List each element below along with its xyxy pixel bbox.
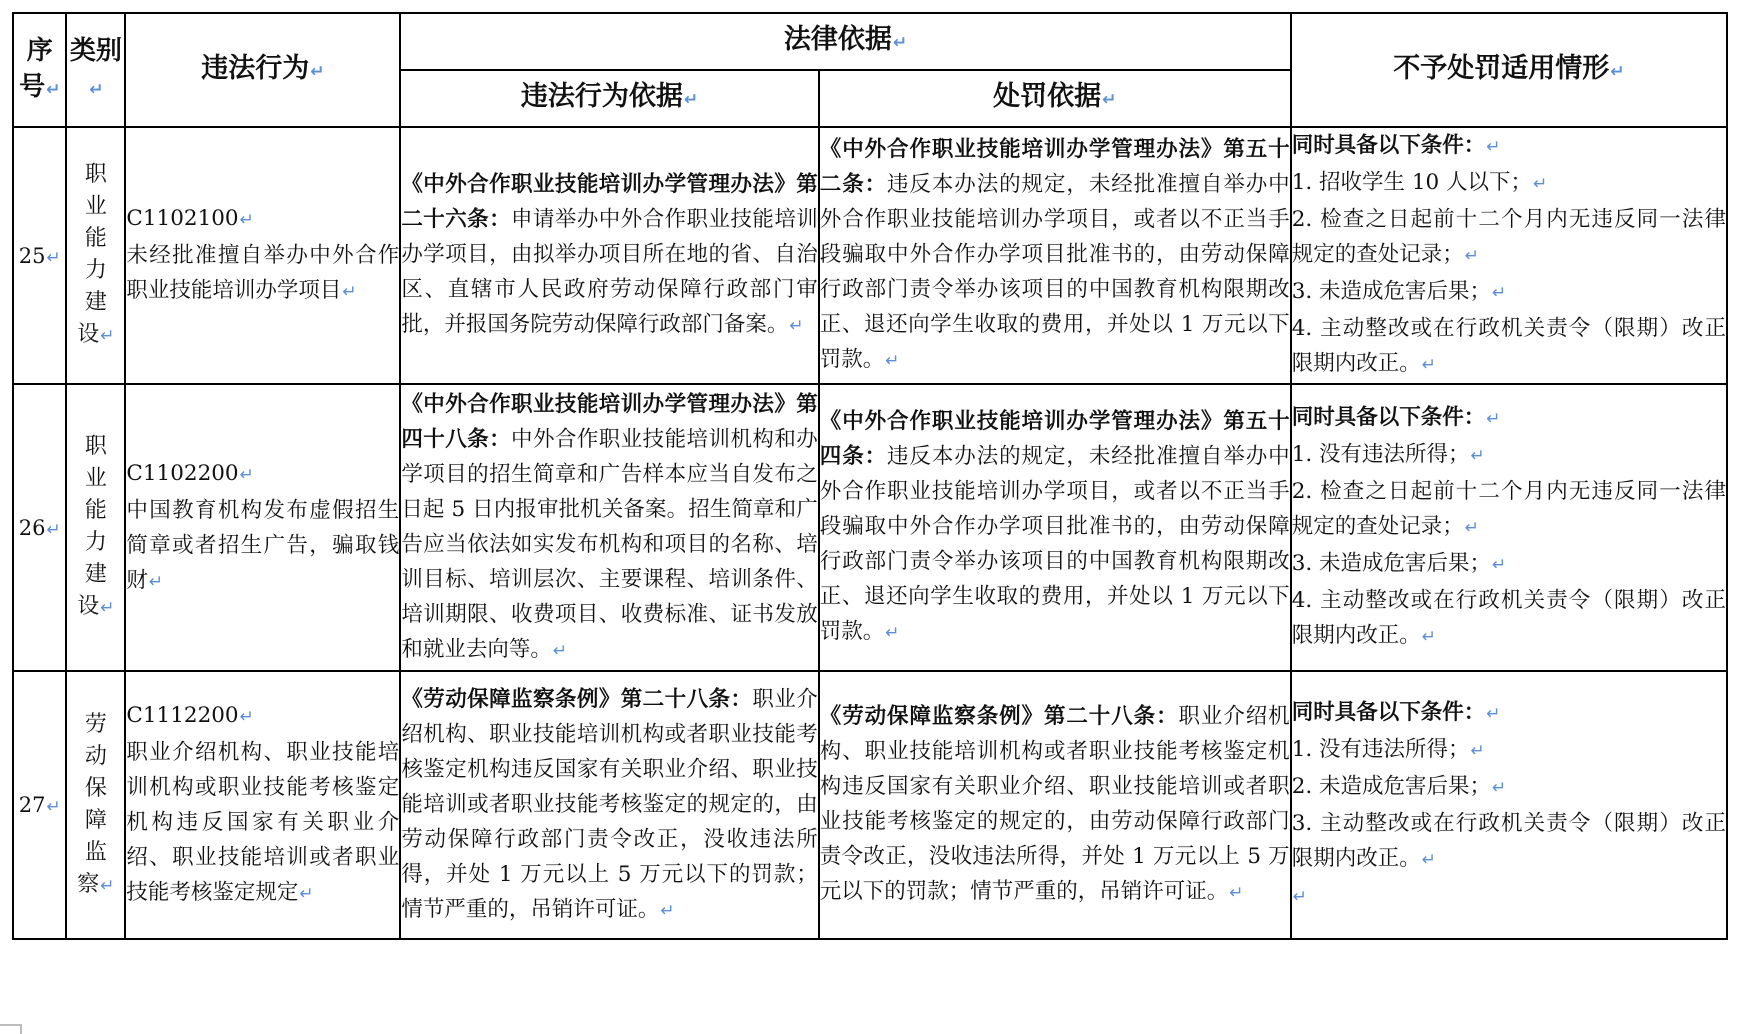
header-exemption [1291, 13, 1727, 127]
header-category-label: 类别 [69, 35, 122, 66]
penalty-lead: 《中外合作职业技能培训办学管理办法》第五十二条： [819, 137, 1290, 197]
exemption-item [1292, 202, 1726, 274]
row-category [66, 127, 125, 384]
category-char: 建 [84, 290, 107, 315]
act-description: 中国教育机构发布虚假招生简章或者招生广告，骗取钱财 [126, 497, 400, 593]
paragraph-mark-icon: ↵ [1492, 555, 1507, 575]
act-description: 职业介绍机构、职业技能培训机构或职业技能考核鉴定机构违反国家有关职业介绍、职业技能培训或者职业技能考核鉴定规定 [126, 740, 400, 905]
row-seq [13, 127, 66, 384]
category-char [67, 869, 124, 902]
paragraph-mark-icon: ↵ [310, 61, 325, 82]
paragraph-mark-icon: ↵ [46, 797, 61, 817]
paragraph-mark-icon: ↵ [342, 282, 357, 302]
paragraph-mark-icon: ↵ [789, 316, 804, 336]
paragraph-mark-icon: ↵ [46, 79, 61, 100]
row-category [66, 671, 125, 939]
penalty-lead: 《劳动保障监察条例》第二十八条： [819, 704, 1179, 729]
paragraph-mark-icon: ↵ [100, 598, 115, 618]
paragraph-mark-icon: ↵ [1486, 409, 1501, 429]
paragraph-mark-icon: ↵ [1470, 446, 1485, 466]
violation-lead: 《中外合作职业技能培训办学管理办法》第四十八条： [401, 391, 818, 452]
paragraph-mark-icon: ↵ [1421, 850, 1436, 870]
paragraph-mark-icon: ↵ [1533, 174, 1548, 194]
category-char: 动 [84, 743, 107, 769]
violation-text: 职业介绍机构、职业技能培训机构或者职业技能考核鉴定机构违反国家有关职业介绍、职业技能培训或者职业技能考核鉴定的规定的，由劳动保障行政部门责令改正，没收违法所得，并处 1 万元以上 5 万元以下的罚款；情节严重的，吊销许可证。 [401, 686, 818, 922]
paragraph-mark-icon: ↵ [1486, 137, 1501, 157]
paragraph-mark-icon: ↵ [100, 326, 115, 346]
page-corner-mark [0, 1024, 22, 1034]
category-char: 能 [84, 498, 107, 523]
row-exemption [1291, 127, 1727, 384]
category-char: 职 [84, 162, 107, 187]
paragraph-mark-icon: ↵ [1492, 778, 1507, 798]
exemption-item [1292, 165, 1726, 202]
paragraph-mark-icon: ↵ [552, 640, 568, 661]
category-char: 劳 [84, 711, 107, 737]
header-exemption-label: 不予处罚适用情形 [1393, 52, 1610, 84]
category-char [67, 591, 124, 624]
exemption-item-text: 3. 主动整改或在行政机关责令（限期）改正限期内改正。 [1291, 811, 1726, 871]
exemption-item-text: 4. 主动整改或在行政机关责令（限期）改正限期内改正。 [1291, 316, 1726, 376]
paragraph-mark-icon: ↵ [46, 519, 61, 540]
header-act [125, 13, 400, 127]
exemption-item-text: 4. 主动整改或在行政机关责令（限期）改正限期内改正。 [1291, 588, 1726, 648]
penalty-exemption-table [12, 12, 1728, 940]
paragraph-mark-icon: ↵ [1421, 627, 1436, 647]
exemption-item [1292, 583, 1726, 655]
exemption-item [1292, 769, 1726, 806]
category-char: 能 [84, 226, 107, 251]
exemption-item [1292, 806, 1726, 878]
paragraph-mark-line [1292, 878, 1726, 915]
paragraph-mark-icon: ↵ [1470, 741, 1485, 761]
exemption-item-text: 1. 招收学生 10 人以下； [1291, 170, 1533, 195]
row-exemption [1291, 671, 1727, 939]
exemption-item-text: 3. 未造成危害后果； [1291, 551, 1492, 576]
exemption-title-text: 同时具备以下条件： [1291, 133, 1486, 158]
category-char: 力 [84, 258, 107, 283]
header-penalty-basis [819, 70, 1291, 127]
header-seq-label: 序号 [19, 35, 53, 102]
row-penalty-basis [819, 671, 1291, 939]
header-violation-basis [400, 70, 818, 127]
paragraph-mark-icon: ↵ [1421, 355, 1436, 375]
penalty-text: 违反本办法的规定，未经批准擅自举办中外合作职业技能培训办学项目，或者以不正当手段骗取中外合作办学项目批准书的，由劳动保障行政部门责令举办该项目的中国教育机构限期改正、退还向学生收取的费用，并处以 1 万元以下罚款。 [819, 172, 1290, 372]
exemption-item-text: 2. 未造成危害后果； [1291, 774, 1492, 799]
row-seq-value: 26 [18, 515, 46, 540]
paragraph-mark-icon: ↵ [885, 351, 900, 371]
penalty-text: 违反本办法的规定，未经批准擅自举办中外合作职业技能培训办学项目，或者以不正当手段骗取中外合作办学项目批准书的，由劳动保障行政部门责令举办该项目的中国教育机构限期改正、退还向学生收取的费用，并处以 1 万元以下罚款。 [819, 444, 1290, 644]
exemption-item [1292, 437, 1726, 474]
paragraph-mark-icon: ↵ [892, 33, 908, 53]
violation-lead: 《劳动保障监察条例》第二十八条： [401, 686, 753, 712]
exemption-title [1292, 400, 1726, 437]
paragraph-mark-icon: ↵ [239, 210, 254, 230]
header-legal-basis [400, 13, 1290, 70]
paragraph-mark-icon: ↵ [100, 875, 115, 896]
exemption-item-text: 1. 没有违法所得； [1291, 737, 1470, 762]
category-char-last: 设 [77, 594, 100, 619]
category-char: 业 [84, 466, 107, 491]
act-code-value: C1102200 [126, 460, 239, 486]
act-code [126, 456, 399, 493]
exemption-title-text: 同时具备以下条件： [1291, 405, 1486, 430]
exemption-title-text: 同时具备以下条件： [1291, 700, 1486, 725]
row-seq-value: 25 [18, 243, 46, 268]
paragraph-mark-icon: ↵ [1229, 883, 1244, 903]
header-legal-basis-label: 法律依据 [783, 24, 892, 55]
paragraph-mark-icon: ↵ [239, 707, 254, 727]
exemption-item [1292, 311, 1726, 383]
exemption-item [1292, 546, 1726, 583]
row-penalty-basis [819, 127, 1291, 384]
header-act-label: 违法行为 [201, 52, 310, 84]
table-row [13, 384, 1727, 671]
paragraph-mark-icon: ↵ [1292, 887, 1307, 907]
row-category [66, 384, 125, 671]
paragraph-mark-icon: ↵ [1610, 61, 1625, 82]
exemption-item [1292, 474, 1726, 546]
row-violation-basis [400, 127, 818, 384]
category-char: 业 [84, 194, 107, 219]
category-char: 障 [84, 807, 107, 833]
exemption-item-text: 1. 没有违法所得； [1291, 442, 1470, 467]
paragraph-mark-icon: ↵ [1102, 90, 1117, 110]
paragraph-mark-icon: ↵ [660, 900, 675, 921]
act-code [126, 201, 399, 238]
paragraph-mark-icon: ↵ [1464, 246, 1479, 266]
category-char: 职 [84, 434, 107, 459]
exemption-item-text: 2. 检查之日起前十二个月内无违反同一法律规定的查处记录； [1291, 207, 1726, 267]
category-char [67, 319, 124, 352]
header-violation-basis-label: 违法行为依据 [520, 81, 683, 112]
table-row [13, 671, 1727, 939]
header-category [66, 13, 125, 127]
act-description: 未经批准擅自举办中外合作职业技能培训办学项目 [126, 243, 400, 303]
table-row [13, 127, 1727, 384]
category-char: 力 [84, 530, 107, 555]
row-exemption [1291, 384, 1727, 671]
exemption-item-text: 2. 检查之日起前十二个月内无违反同一法律规定的查处记录； [1291, 479, 1726, 539]
category-char: 监 [84, 839, 107, 865]
exemption-item-text: 3. 未造成危害后果； [1291, 279, 1492, 304]
row-seq [13, 671, 66, 939]
exemption-title [1292, 695, 1726, 732]
header-seq [13, 13, 66, 127]
category-char-last: 察 [77, 871, 100, 897]
paragraph-mark-icon: ↵ [1492, 283, 1507, 303]
paragraph-mark-icon: ↵ [885, 623, 900, 643]
row-act [125, 671, 400, 939]
paragraph-mark-icon: ↵ [683, 90, 699, 110]
category-char: 建 [84, 562, 107, 587]
row-seq [13, 384, 66, 671]
category-char-last: 设 [77, 322, 100, 347]
violation-text: 中外合作职业技能培训机构和办学项目的招生简章和广告样本应当自发布之日起 5 日内报审批机关备案。招生简章和广告应当依法如实发布机构和项目的名称、培训目标、培训层次、主要课程、培训条件、培训期限、收费项目、收费标准、证书发放和就业去向等。 [401, 426, 818, 662]
row-penalty-basis [819, 384, 1291, 671]
paragraph-mark-icon: ↵ [148, 571, 164, 592]
paragraph-mark-icon: ↵ [1464, 518, 1479, 538]
paragraph-mark-icon: ↵ [239, 464, 254, 485]
paragraph-mark-icon: ↵ [46, 247, 61, 268]
penalty-text: 职业介绍机构、职业技能培训机构或者职业技能考核鉴定机构违反国家有关职业介绍、职业技能培训或者职业技能考核鉴定的规定的，由劳动保障行政部门责令改正，没收违法所得，并处 1 万元以上 5 万元以下的罚款；情节严重的，吊销许可证。 [819, 704, 1290, 904]
paragraph-mark-icon: ↵ [1486, 704, 1501, 724]
act-code-value: C1112200 [126, 703, 239, 728]
exemption-item [1292, 732, 1726, 769]
paragraph-mark-icon: ↵ [299, 884, 314, 904]
row-violation-basis [400, 671, 818, 939]
violation-text: 申请举办中外合作职业技能培训办学项目，由拟举办项目所在地的省、自治区、直辖市人民政府劳动保障行政部门审批，并报国务院劳动保障行政部门备案。 [401, 207, 818, 337]
violation-lead: 《中外合作职业技能培训办学管理办法》第二十六条： [401, 172, 818, 232]
act-code [126, 698, 399, 735]
category-char: 保 [84, 775, 107, 801]
act-code-value: C1102100 [126, 206, 239, 231]
row-act [125, 384, 400, 671]
row-violation-basis [400, 384, 818, 671]
penalty-lead: 《中外合作职业技能培训办学管理办法》第五十四条： [819, 409, 1290, 469]
exemption-item [1292, 274, 1726, 311]
exemption-title [1292, 128, 1726, 165]
row-seq-value: 27 [18, 793, 46, 817]
paragraph-mark-icon: ↵ [89, 79, 104, 100]
row-act [125, 127, 400, 384]
header-penalty-basis-label: 处罚依据 [993, 81, 1102, 112]
